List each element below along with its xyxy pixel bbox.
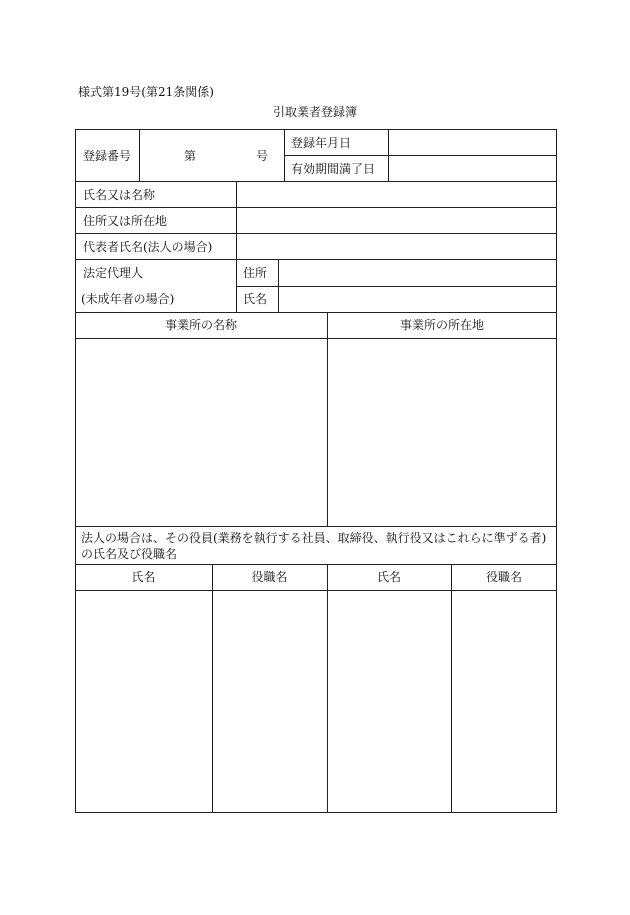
col-divider: [139, 129, 140, 181]
page-title: 引取業者登録簿: [273, 105, 358, 119]
office-name-header: 事業所の名称: [164, 318, 237, 332]
col-divider: [451, 564, 452, 813]
row-divider: [75, 207, 557, 208]
minor-note-label: (未成年者の場合): [81, 292, 175, 306]
officers-note-line1: 法人の場合は、その役員(業務を執行する社員、取締役、執行役又はこれらに準ずる者): [81, 531, 547, 545]
officers-col-name-2: 氏名: [376, 570, 401, 584]
row-divider: [75, 181, 557, 182]
registration-date-label: 登録年月日: [291, 136, 352, 150]
officers-col-title-2: 役職名: [485, 570, 522, 584]
col-divider: [327, 312, 328, 526]
row-divider: [75, 338, 557, 339]
registration-go: 号: [256, 149, 269, 163]
row-divider: [75, 526, 557, 527]
register-table: [75, 129, 557, 813]
row-divider: [284, 155, 557, 156]
registration-dai: 第: [184, 149, 197, 163]
agent-name-label: 氏名: [243, 292, 268, 306]
col-divider: [236, 181, 237, 312]
row-divider: [75, 564, 557, 565]
col-divider: [284, 129, 285, 181]
agent-address-label: 住所: [243, 266, 268, 280]
col-divider: [388, 129, 389, 181]
row-divider: [75, 590, 557, 591]
registration-number-label: 登録番号: [83, 149, 132, 163]
name-label: 氏名又は名称: [83, 188, 156, 202]
row-divider: [75, 233, 557, 234]
address-label: 住所又は所在地: [83, 214, 168, 228]
representative-label: 代表者氏名(法人の場合): [83, 240, 213, 254]
legal-agent-label: 法定代理人: [83, 266, 144, 280]
row-divider: [75, 312, 557, 313]
col-divider: [212, 564, 213, 813]
office-location-header: 事業所の所在地: [399, 318, 484, 332]
col-divider: [327, 564, 328, 813]
row-divider: [236, 286, 557, 287]
form-number: 様式第19号(第21条関係): [78, 85, 214, 99]
col-divider: [278, 259, 279, 312]
officers-col-name-1: 氏名: [131, 570, 156, 584]
officers-note-line2: の氏名及び役職名: [81, 547, 178, 561]
row-divider: [75, 259, 557, 260]
expiry-date-label: 有効期間満了日: [291, 162, 376, 176]
officers-col-title-1: 役職名: [251, 570, 288, 584]
